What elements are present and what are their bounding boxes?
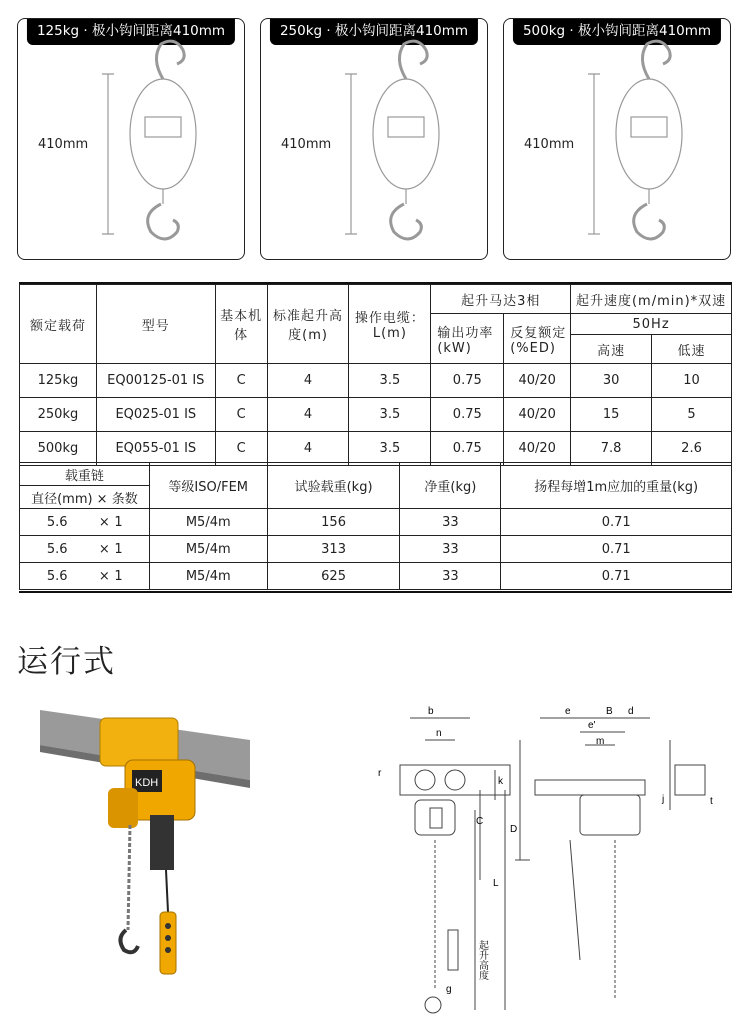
dim-k: k [498,776,503,787]
dimension-label: 410mm [281,137,332,152]
dim-e-prime: e' [588,720,596,731]
section-title: 运行式 [17,644,116,680]
cell: 7.8 [571,432,652,466]
table-row [20,509,732,536]
cell: 33 [400,509,501,536]
cell: 0.75 [431,432,504,466]
header-net: 净重(kg) [400,463,501,509]
cell: 30 [571,364,652,398]
table-row [20,432,732,466]
header-hz: 50Hz [571,314,732,335]
dim-t: t [710,796,713,807]
header-high: 高速 [571,335,652,364]
cell: 0.71 [501,509,732,536]
dim-j: j [662,794,665,805]
cell: 4 [267,432,349,466]
cell: 3.5 [349,398,431,432]
header-low: 低速 [652,335,732,364]
table-bottom-rule [19,591,732,593]
cell: C [215,432,267,466]
header-model: 型号 [96,285,215,364]
header-lift: 标准起升高度(m) [267,285,349,364]
header-speed: 起升速度(m/min)*双速 [571,285,732,314]
cell: 5.6 [20,509,95,536]
header-body: 基本机体 [215,285,267,364]
card-title: 250kg · 极小钩间距离410mm [270,18,478,45]
cell: 1 [114,536,149,563]
cell: 625 [267,563,400,590]
cell: 33 [400,536,501,563]
header-chain-sub: 直径(mm) × 条数 [20,486,150,509]
cell: 40/20 [504,398,571,432]
cell: 15 [571,398,652,432]
dim-d: d [628,706,634,717]
cell: 500kg [20,432,97,466]
hook-distance-cards [17,18,735,260]
card-125kg [17,18,245,260]
cell: 40/20 [504,432,571,466]
card-title: 500kg · 极小钩间距离410mm [513,18,721,45]
cell: 4 [267,398,349,432]
cell: 5 [652,398,732,432]
cell: 313 [267,536,400,563]
dim-b: b [428,706,434,717]
cell: 3.5 [349,432,431,466]
cell: C [215,398,267,432]
header-grade: 等级ISO/FEM [149,463,267,509]
cell: 125kg [20,364,97,398]
cell: EQ00125-01 IS [96,364,215,398]
cell: 250kg [20,398,97,432]
table-row [20,398,732,432]
header-test: 试验载重(kg) [267,463,400,509]
header-extra: 扬程每增1m应加的重量(kg) [501,463,732,509]
cell: M5/4m [149,536,267,563]
dim-B: B [606,706,613,717]
table-row [20,563,732,590]
dim-lift-height: 起升高度 [476,940,488,980]
cell: 5.6 [20,536,95,563]
header-chain: 载重链 [20,463,150,486]
cell: EQ055-01 IS [96,432,215,466]
header-power: 输出功率(kW) [431,314,504,364]
header-motor: 起升马达3相 [431,285,571,314]
cell: EQ025-01 IS [96,398,215,432]
cell: 4 [267,364,349,398]
dim-g: g [446,984,452,995]
cell: 1 [114,563,149,590]
dim-D: D [510,824,518,835]
dimension-drawing [370,700,730,1030]
cell: 3.5 [349,364,431,398]
spec-table-chain [19,462,732,590]
cell: × [94,563,114,590]
dim-c: C [476,816,484,827]
dim-n: n [436,728,442,739]
card-title: 125kg · 极小钩间距离410mm [27,18,235,45]
cell: 40/20 [504,364,571,398]
dim-m: m [596,736,605,747]
header-duty: 反复额定(%ED) [504,314,571,364]
card-500kg [503,18,731,260]
cell: M5/4m [149,509,267,536]
cell: M5/4m [149,563,267,590]
table-row [20,536,732,563]
header-load: 额定载荷 [20,285,97,364]
dim-e: e [565,706,571,717]
header-cable: 操作电缆：L(m) [349,285,431,364]
dimension-label: 410mm [38,137,89,152]
dimension-label: 410mm [524,137,575,152]
cell: 10 [652,364,732,398]
cell: 33 [400,563,501,590]
cell: 2.6 [652,432,732,466]
card-250kg [260,18,488,260]
cell: C [215,364,267,398]
cell: 0.71 [501,563,732,590]
dim-r: r [378,768,382,779]
cell: 1 [114,509,149,536]
cell: 0.71 [501,536,732,563]
brand-label: KDH [135,777,159,789]
cell: 0.75 [431,364,504,398]
cell: × [94,509,114,536]
cell: × [94,536,114,563]
cell: 0.75 [431,398,504,432]
cell: 156 [267,509,400,536]
trolley-hoist-photo [40,690,290,990]
dim-l: L [493,878,499,889]
cell: 5.6 [20,563,95,590]
table-row [20,364,732,398]
spec-table-main [19,284,732,466]
